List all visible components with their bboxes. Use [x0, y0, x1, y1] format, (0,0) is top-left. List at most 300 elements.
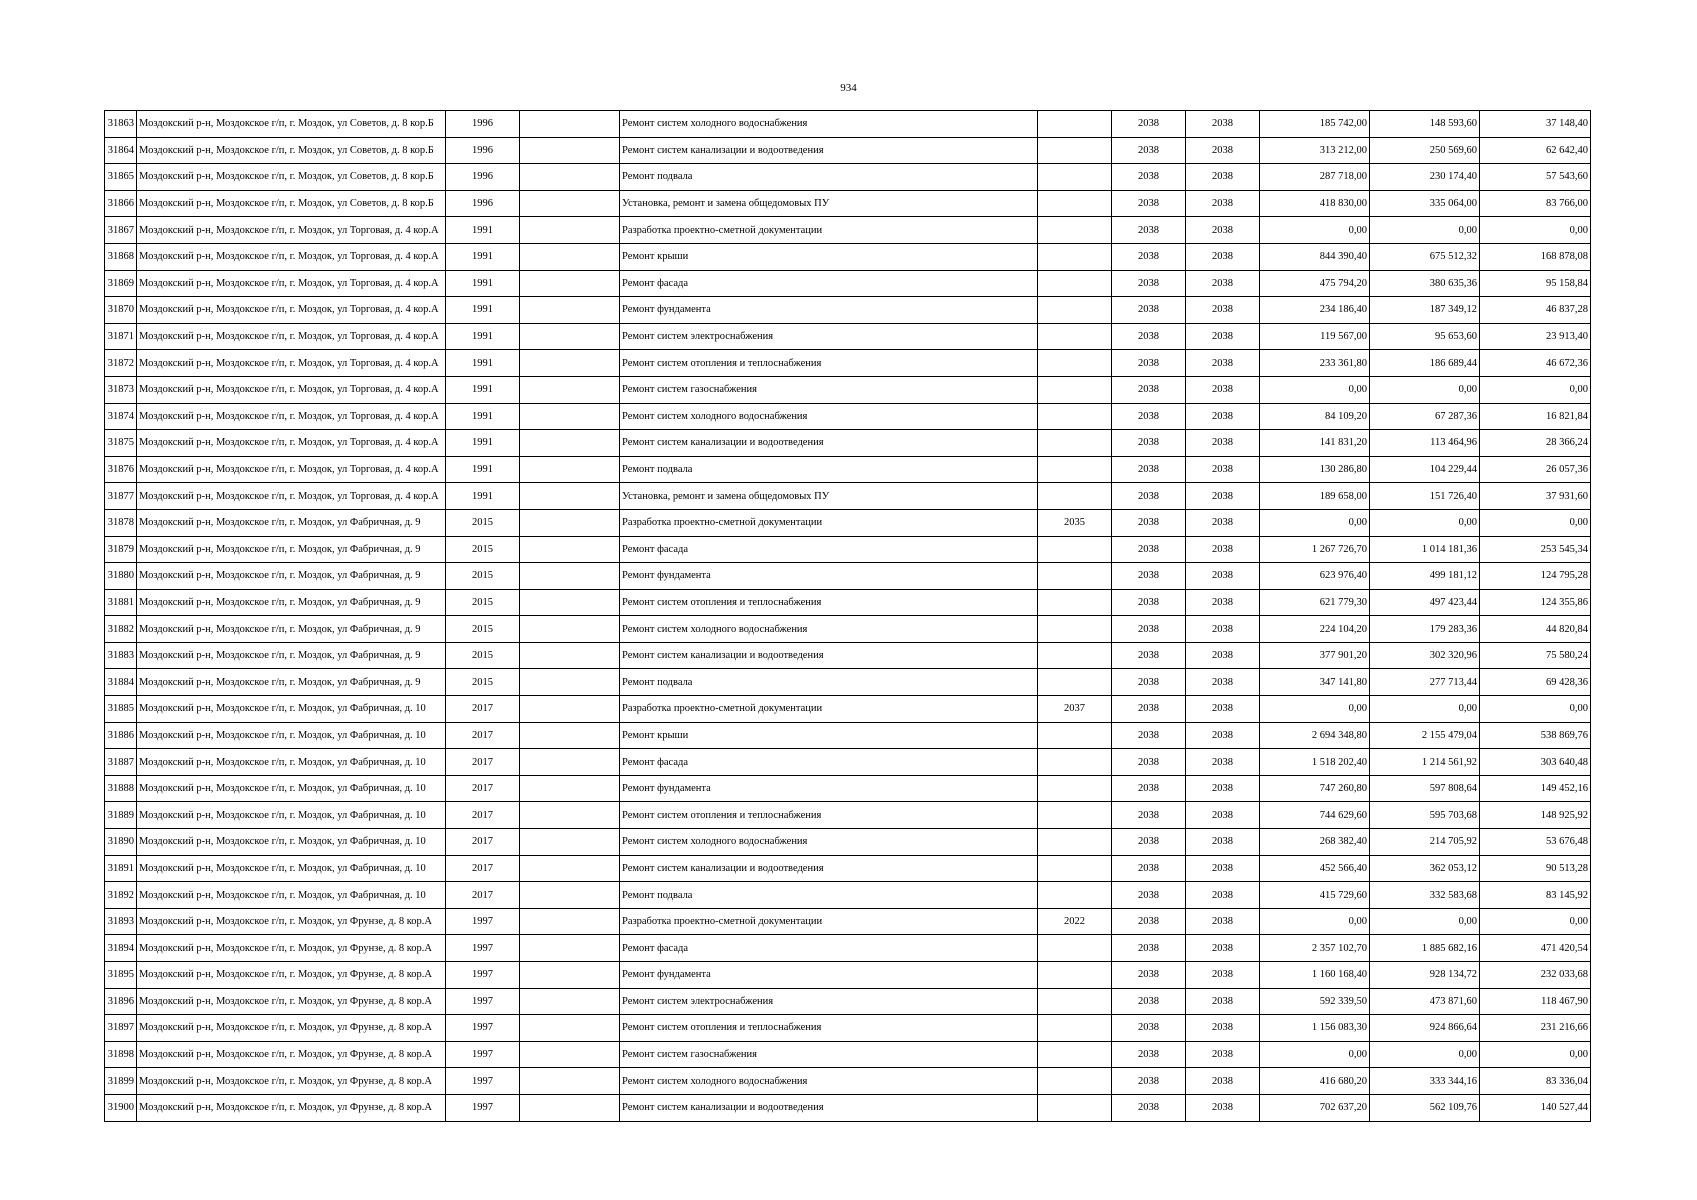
- build-year-cell: 1996: [446, 111, 520, 138]
- work-type-cell: Ремонт систем газоснабжения: [620, 1041, 1038, 1068]
- total-cost-cell: 415 729,60: [1260, 882, 1370, 909]
- owner-share-cell: 0,00: [1480, 1041, 1591, 1068]
- planned-year-cell: [1038, 962, 1112, 989]
- build-year-cell: 1996: [446, 164, 520, 191]
- total-cost-cell: 1 267 726,70: [1260, 536, 1370, 563]
- row-number-cell: 31879: [105, 536, 137, 563]
- build-year-cell: 2015: [446, 669, 520, 696]
- empty-cell: [520, 829, 620, 856]
- fund-share-cell: 1 885 682,16: [1370, 935, 1480, 962]
- planned-year-cell: [1038, 775, 1112, 802]
- build-year-cell: 2015: [446, 616, 520, 643]
- owner-share-cell: 46 837,28: [1480, 297, 1591, 324]
- owner-share-cell: 0,00: [1480, 376, 1591, 403]
- fund-share-cell: 335 064,00: [1370, 190, 1480, 217]
- end-year-cell: 2038: [1186, 350, 1260, 377]
- table-row: [105, 616, 1591, 643]
- address-cell: Моздокский р-н, Моздокское г/п, г. Моздок, ул Фабричная, д. 10: [137, 722, 446, 749]
- total-cost-cell: 2 357 102,70: [1260, 935, 1370, 962]
- work-type-cell: Ремонт фундамента: [620, 775, 1038, 802]
- build-year-cell: 2015: [446, 509, 520, 536]
- planned-year-cell: [1038, 270, 1112, 297]
- start-year-cell: 2038: [1112, 962, 1186, 989]
- start-year-cell: 2038: [1112, 722, 1186, 749]
- end-year-cell: 2038: [1186, 589, 1260, 616]
- empty-cell: [520, 270, 620, 297]
- fund-share-cell: 333 344,16: [1370, 1068, 1480, 1095]
- start-year-cell: 2038: [1112, 1041, 1186, 1068]
- start-year-cell: 2038: [1112, 1094, 1186, 1121]
- work-type-cell: Ремонт систем канализации и водоотведения: [620, 137, 1038, 164]
- planned-year-cell: [1038, 616, 1112, 643]
- planned-year-cell: [1038, 430, 1112, 457]
- planned-year-cell: [1038, 483, 1112, 510]
- row-number-cell: 31887: [105, 749, 137, 776]
- owner-share-cell: 83 336,04: [1480, 1068, 1591, 1095]
- fund-share-cell: 1 014 181,36: [1370, 536, 1480, 563]
- fund-share-cell: 151 726,40: [1370, 483, 1480, 510]
- fund-share-cell: 2 155 479,04: [1370, 722, 1480, 749]
- owner-share-cell: 23 913,40: [1480, 323, 1591, 350]
- table-row: [105, 509, 1591, 536]
- owner-share-cell: 471 420,54: [1480, 935, 1591, 962]
- empty-cell: [520, 988, 620, 1015]
- total-cost-cell: 347 141,80: [1260, 669, 1370, 696]
- work-type-cell: Ремонт фасада: [620, 270, 1038, 297]
- table-row: [105, 483, 1591, 510]
- table-row: [105, 536, 1591, 563]
- empty-cell: [520, 749, 620, 776]
- total-cost-cell: 224 104,20: [1260, 616, 1370, 643]
- work-type-cell: Ремонт подвала: [620, 669, 1038, 696]
- work-type-cell: Установка, ремонт и замена общедомовых ПУ: [620, 190, 1038, 217]
- end-year-cell: 2038: [1186, 802, 1260, 829]
- table-row: [105, 749, 1591, 776]
- fund-share-cell: 0,00: [1370, 217, 1480, 244]
- work-type-cell: Ремонт подвала: [620, 456, 1038, 483]
- planned-year-cell: 2022: [1038, 908, 1112, 935]
- fund-share-cell: 186 689,44: [1370, 350, 1480, 377]
- address-cell: Моздокский р-н, Моздокское г/п, г. Моздок, ул Фрунзе, д. 8 кор.А: [137, 935, 446, 962]
- work-type-cell: Ремонт систем холодного водоснабжения: [620, 111, 1038, 138]
- table-row: [105, 350, 1591, 377]
- owner-share-cell: 46 672,36: [1480, 350, 1591, 377]
- start-year-cell: 2038: [1112, 270, 1186, 297]
- end-year-cell: 2038: [1186, 483, 1260, 510]
- row-number-cell: 31900: [105, 1094, 137, 1121]
- build-year-cell: 2017: [446, 749, 520, 776]
- fund-share-cell: 924 866,64: [1370, 1015, 1480, 1042]
- start-year-cell: 2038: [1112, 642, 1186, 669]
- total-cost-cell: 234 186,40: [1260, 297, 1370, 324]
- start-year-cell: 2038: [1112, 616, 1186, 643]
- address-cell: Моздокский р-н, Моздокское г/п, г. Моздок, ул Фабричная, д. 9: [137, 536, 446, 563]
- address-cell: Моздокский р-н, Моздокское г/п, г. Моздок, ул Советов, д. 8 кор.Б: [137, 111, 446, 138]
- row-number-cell: 31876: [105, 456, 137, 483]
- end-year-cell: 2038: [1186, 935, 1260, 962]
- address-cell: Моздокский р-н, Моздокское г/п, г. Моздок, ул Фрунзе, д. 8 кор.А: [137, 1068, 446, 1095]
- build-year-cell: 2015: [446, 589, 520, 616]
- address-cell: Моздокский р-н, Моздокское г/п, г. Моздок, ул Фрунзе, д. 8 кор.А: [137, 908, 446, 935]
- planned-year-cell: [1038, 456, 1112, 483]
- build-year-cell: 2017: [446, 802, 520, 829]
- work-type-cell: Ремонт систем холодного водоснабжения: [620, 829, 1038, 856]
- start-year-cell: 2038: [1112, 775, 1186, 802]
- table-row: [105, 164, 1591, 191]
- row-number-cell: 31898: [105, 1041, 137, 1068]
- build-year-cell: 1997: [446, 1094, 520, 1121]
- planned-year-cell: [1038, 536, 1112, 563]
- end-year-cell: 2038: [1186, 297, 1260, 324]
- start-year-cell: 2038: [1112, 297, 1186, 324]
- total-cost-cell: 0,00: [1260, 217, 1370, 244]
- planned-year-cell: [1038, 882, 1112, 909]
- start-year-cell: 2038: [1112, 1068, 1186, 1095]
- planned-year-cell: [1038, 323, 1112, 350]
- owner-share-cell: 90 513,28: [1480, 855, 1591, 882]
- planned-year-cell: [1038, 722, 1112, 749]
- build-year-cell: 2017: [446, 855, 520, 882]
- work-type-cell: Разработка проектно-сметной документации: [620, 696, 1038, 723]
- work-type-cell: Ремонт фундамента: [620, 962, 1038, 989]
- end-year-cell: 2038: [1186, 430, 1260, 457]
- row-number-cell: 31872: [105, 350, 137, 377]
- address-cell: Моздокский р-н, Моздокское г/п, г. Моздок, ул Торговая, д. 4 кор.А: [137, 297, 446, 324]
- address-cell: Моздокский р-н, Моздокское г/п, г. Моздок, ул Фрунзе, д. 8 кор.А: [137, 962, 446, 989]
- total-cost-cell: 418 830,00: [1260, 190, 1370, 217]
- planned-year-cell: [1038, 749, 1112, 776]
- fund-share-cell: 675 512,32: [1370, 243, 1480, 270]
- fund-share-cell: 230 174,40: [1370, 164, 1480, 191]
- fund-share-cell: 302 320,96: [1370, 642, 1480, 669]
- table-body: [105, 111, 1591, 1122]
- row-number-cell: 31894: [105, 935, 137, 962]
- fund-share-cell: 0,00: [1370, 509, 1480, 536]
- address-cell: Моздокский р-н, Моздокское г/п, г. Моздок, ул Фабричная, д. 10: [137, 855, 446, 882]
- address-cell: Моздокский р-н, Моздокское г/п, г. Моздок, ул Торговая, д. 4 кор.А: [137, 430, 446, 457]
- address-cell: Моздокский р-н, Моздокское г/п, г. Моздок, ул Фабричная, д. 9: [137, 669, 446, 696]
- total-cost-cell: 268 382,40: [1260, 829, 1370, 856]
- table-row: [105, 696, 1591, 723]
- owner-share-cell: 231 216,66: [1480, 1015, 1591, 1042]
- build-year-cell: 1991: [446, 403, 520, 430]
- row-number-cell: 31888: [105, 775, 137, 802]
- table-row: [105, 775, 1591, 802]
- work-type-cell: Ремонт систем газоснабжения: [620, 376, 1038, 403]
- empty-cell: [520, 962, 620, 989]
- total-cost-cell: 744 629,60: [1260, 802, 1370, 829]
- planned-year-cell: [1038, 1015, 1112, 1042]
- work-type-cell: Ремонт систем холодного водоснабжения: [620, 1068, 1038, 1095]
- table-row: [105, 137, 1591, 164]
- owner-share-cell: 124 355,86: [1480, 589, 1591, 616]
- planned-year-cell: [1038, 243, 1112, 270]
- empty-cell: [520, 483, 620, 510]
- total-cost-cell: 702 637,20: [1260, 1094, 1370, 1121]
- end-year-cell: 2038: [1186, 1041, 1260, 1068]
- end-year-cell: 2038: [1186, 270, 1260, 297]
- work-type-cell: Ремонт систем канализации и водоотведения: [620, 642, 1038, 669]
- owner-share-cell: 124 795,28: [1480, 563, 1591, 590]
- row-number-cell: 31885: [105, 696, 137, 723]
- owner-share-cell: 16 821,84: [1480, 403, 1591, 430]
- address-cell: Моздокский р-н, Моздокское г/п, г. Моздок, ул Фрунзе, д. 8 кор.А: [137, 1041, 446, 1068]
- fund-share-cell: 0,00: [1370, 908, 1480, 935]
- end-year-cell: 2038: [1186, 1015, 1260, 1042]
- start-year-cell: 2038: [1112, 1015, 1186, 1042]
- table-row: [105, 669, 1591, 696]
- empty-cell: [520, 908, 620, 935]
- empty-cell: [520, 935, 620, 962]
- build-year-cell: 2017: [446, 722, 520, 749]
- total-cost-cell: 416 680,20: [1260, 1068, 1370, 1095]
- work-type-cell: Ремонт фундамента: [620, 563, 1038, 590]
- end-year-cell: 2038: [1186, 722, 1260, 749]
- start-year-cell: 2038: [1112, 563, 1186, 590]
- row-number-cell: 31863: [105, 111, 137, 138]
- table-row: [105, 1094, 1591, 1121]
- start-year-cell: 2038: [1112, 164, 1186, 191]
- empty-cell: [520, 563, 620, 590]
- total-cost-cell: 189 658,00: [1260, 483, 1370, 510]
- planned-year-cell: [1038, 217, 1112, 244]
- table-row: [105, 855, 1591, 882]
- fund-share-cell: 0,00: [1370, 1041, 1480, 1068]
- address-cell: Моздокский р-н, Моздокское г/п, г. Моздок, ул Фабричная, д. 10: [137, 829, 446, 856]
- row-number-cell: 31891: [105, 855, 137, 882]
- fund-share-cell: 332 583,68: [1370, 882, 1480, 909]
- total-cost-cell: 844 390,40: [1260, 243, 1370, 270]
- row-number-cell: 31893: [105, 908, 137, 935]
- planned-year-cell: [1038, 1094, 1112, 1121]
- end-year-cell: 2038: [1186, 775, 1260, 802]
- total-cost-cell: 185 742,00: [1260, 111, 1370, 138]
- total-cost-cell: 1 156 083,30: [1260, 1015, 1370, 1042]
- start-year-cell: 2038: [1112, 217, 1186, 244]
- total-cost-cell: 592 339,50: [1260, 988, 1370, 1015]
- fund-share-cell: 148 593,60: [1370, 111, 1480, 138]
- empty-cell: [520, 882, 620, 909]
- end-year-cell: 2038: [1186, 217, 1260, 244]
- work-type-cell: Ремонт фундамента: [620, 297, 1038, 324]
- empty-cell: [520, 243, 620, 270]
- total-cost-cell: 287 718,00: [1260, 164, 1370, 191]
- table-row: [105, 882, 1591, 909]
- empty-cell: [520, 323, 620, 350]
- empty-cell: [520, 403, 620, 430]
- build-year-cell: 1997: [446, 962, 520, 989]
- address-cell: Моздокский р-н, Моздокское г/п, г. Моздок, ул Фабричная, д. 9: [137, 589, 446, 616]
- address-cell: Моздокский р-н, Моздокское г/п, г. Моздок, ул Торговая, д. 4 кор.А: [137, 243, 446, 270]
- fund-share-cell: 0,00: [1370, 696, 1480, 723]
- planned-year-cell: [1038, 935, 1112, 962]
- table-row: [105, 403, 1591, 430]
- build-year-cell: 2015: [446, 563, 520, 590]
- fund-share-cell: 473 871,60: [1370, 988, 1480, 1015]
- owner-share-cell: 0,00: [1480, 908, 1591, 935]
- table-row: [105, 1068, 1591, 1095]
- end-year-cell: 2038: [1186, 403, 1260, 430]
- owner-share-cell: 26 057,36: [1480, 456, 1591, 483]
- build-year-cell: 1991: [446, 456, 520, 483]
- planned-year-cell: [1038, 350, 1112, 377]
- start-year-cell: 2038: [1112, 376, 1186, 403]
- owner-share-cell: 538 869,76: [1480, 722, 1591, 749]
- row-number-cell: 31895: [105, 962, 137, 989]
- work-type-cell: Ремонт систем электроснабжения: [620, 988, 1038, 1015]
- address-cell: Моздокский р-н, Моздокское г/п, г. Моздок, ул Фрунзе, д. 8 кор.А: [137, 988, 446, 1015]
- build-year-cell: 2015: [446, 536, 520, 563]
- build-year-cell: 1991: [446, 297, 520, 324]
- start-year-cell: 2038: [1112, 829, 1186, 856]
- row-number-cell: 31869: [105, 270, 137, 297]
- table-row: [105, 270, 1591, 297]
- end-year-cell: 2038: [1186, 137, 1260, 164]
- work-type-cell: Разработка проектно-сметной документации: [620, 217, 1038, 244]
- end-year-cell: 2038: [1186, 882, 1260, 909]
- empty-cell: [520, 642, 620, 669]
- start-year-cell: 2038: [1112, 456, 1186, 483]
- address-cell: Моздокский р-н, Моздокское г/п, г. Моздок, ул Торговая, д. 4 кор.А: [137, 270, 446, 297]
- start-year-cell: 2038: [1112, 483, 1186, 510]
- fund-share-cell: 113 464,96: [1370, 430, 1480, 457]
- table-row: [105, 829, 1591, 856]
- owner-share-cell: 28 366,24: [1480, 430, 1591, 457]
- address-cell: Моздокский р-н, Моздокское г/п, г. Моздок, ул Фрунзе, д. 8 кор.А: [137, 1094, 446, 1121]
- start-year-cell: 2038: [1112, 323, 1186, 350]
- end-year-cell: 2038: [1186, 988, 1260, 1015]
- empty-cell: [520, 855, 620, 882]
- empty-cell: [520, 456, 620, 483]
- address-cell: Моздокский р-н, Моздокское г/п, г. Моздок, ул Торговая, д. 4 кор.А: [137, 403, 446, 430]
- row-number-cell: 31896: [105, 988, 137, 1015]
- end-year-cell: 2038: [1186, 509, 1260, 536]
- end-year-cell: 2038: [1186, 456, 1260, 483]
- planned-year-cell: [1038, 1068, 1112, 1095]
- start-year-cell: 2038: [1112, 403, 1186, 430]
- address-cell: Моздокский р-н, Моздокское г/п, г. Моздок, ул Советов, д. 8 кор.Б: [137, 190, 446, 217]
- address-cell: Моздокский р-н, Моздокское г/п, г. Моздок, ул Фабричная, д. 10: [137, 882, 446, 909]
- repair-schedule-table: [104, 110, 1591, 1122]
- table-row: [105, 243, 1591, 270]
- work-type-cell: Ремонт фасада: [620, 536, 1038, 563]
- table-row: [105, 430, 1591, 457]
- empty-cell: [520, 1015, 620, 1042]
- total-cost-cell: 475 794,20: [1260, 270, 1370, 297]
- fund-share-cell: 95 653,60: [1370, 323, 1480, 350]
- owner-share-cell: 69 428,36: [1480, 669, 1591, 696]
- work-type-cell: Ремонт систем канализации и водоотведения: [620, 855, 1038, 882]
- planned-year-cell: [1038, 669, 1112, 696]
- end-year-cell: 2038: [1186, 190, 1260, 217]
- empty-cell: [520, 722, 620, 749]
- build-year-cell: 1991: [446, 270, 520, 297]
- fund-share-cell: 562 109,76: [1370, 1094, 1480, 1121]
- table-row: [105, 456, 1591, 483]
- start-year-cell: 2038: [1112, 190, 1186, 217]
- empty-cell: [520, 430, 620, 457]
- total-cost-cell: 1 518 202,40: [1260, 749, 1370, 776]
- fund-share-cell: 104 229,44: [1370, 456, 1480, 483]
- fund-share-cell: 67 287,36: [1370, 403, 1480, 430]
- build-year-cell: 1991: [446, 323, 520, 350]
- work-type-cell: Ремонт систем холодного водоснабжения: [620, 403, 1038, 430]
- row-number-cell: 31866: [105, 190, 137, 217]
- table-row: [105, 297, 1591, 324]
- row-number-cell: 31864: [105, 137, 137, 164]
- row-number-cell: 31868: [105, 243, 137, 270]
- work-type-cell: Ремонт систем холодного водоснабжения: [620, 616, 1038, 643]
- empty-cell: [520, 802, 620, 829]
- planned-year-cell: [1038, 642, 1112, 669]
- total-cost-cell: 119 567,00: [1260, 323, 1370, 350]
- planned-year-cell: [1038, 855, 1112, 882]
- owner-share-cell: 75 580,24: [1480, 642, 1591, 669]
- address-cell: Моздокский р-н, Моздокское г/п, г. Моздок, ул Фабричная, д. 9: [137, 563, 446, 590]
- empty-cell: [520, 616, 620, 643]
- address-cell: Моздокский р-н, Моздокское г/п, г. Моздок, ул Фрунзе, д. 8 кор.А: [137, 1015, 446, 1042]
- build-year-cell: 2017: [446, 829, 520, 856]
- end-year-cell: 2038: [1186, 749, 1260, 776]
- total-cost-cell: 233 361,80: [1260, 350, 1370, 377]
- work-type-cell: Ремонт систем электроснабжения: [620, 323, 1038, 350]
- end-year-cell: 2038: [1186, 376, 1260, 403]
- planned-year-cell: 2037: [1038, 696, 1112, 723]
- address-cell: Моздокский р-н, Моздокское г/п, г. Моздок, ул Торговая, д. 4 кор.А: [137, 483, 446, 510]
- table-row: [105, 323, 1591, 350]
- row-number-cell: 31890: [105, 829, 137, 856]
- start-year-cell: 2038: [1112, 935, 1186, 962]
- row-number-cell: 31881: [105, 589, 137, 616]
- total-cost-cell: 0,00: [1260, 376, 1370, 403]
- build-year-cell: 1997: [446, 935, 520, 962]
- total-cost-cell: 141 831,20: [1260, 430, 1370, 457]
- table-row: [105, 376, 1591, 403]
- planned-year-cell: 2035: [1038, 509, 1112, 536]
- end-year-cell: 2038: [1186, 696, 1260, 723]
- owner-share-cell: 303 640,48: [1480, 749, 1591, 776]
- fund-share-cell: 250 569,60: [1370, 137, 1480, 164]
- owner-share-cell: 148 925,92: [1480, 802, 1591, 829]
- address-cell: Моздокский р-н, Моздокское г/п, г. Моздок, ул Торговая, д. 4 кор.А: [137, 350, 446, 377]
- address-cell: Моздокский р-н, Моздокское г/п, г. Моздок, ул Фабричная, д. 10: [137, 802, 446, 829]
- table-row: [105, 988, 1591, 1015]
- work-type-cell: Ремонт крыши: [620, 722, 1038, 749]
- start-year-cell: 2038: [1112, 243, 1186, 270]
- planned-year-cell: [1038, 190, 1112, 217]
- owner-share-cell: 83 766,00: [1480, 190, 1591, 217]
- build-year-cell: 2017: [446, 882, 520, 909]
- empty-cell: [520, 111, 620, 138]
- build-year-cell: 1991: [446, 430, 520, 457]
- empty-cell: [520, 1068, 620, 1095]
- fund-share-cell: 928 134,72: [1370, 962, 1480, 989]
- planned-year-cell: [1038, 802, 1112, 829]
- row-number-cell: 31880: [105, 563, 137, 590]
- empty-cell: [520, 696, 620, 723]
- owner-share-cell: 118 467,90: [1480, 988, 1591, 1015]
- planned-year-cell: [1038, 137, 1112, 164]
- build-year-cell: 1991: [446, 243, 520, 270]
- build-year-cell: 1991: [446, 483, 520, 510]
- fund-share-cell: 380 635,36: [1370, 270, 1480, 297]
- address-cell: Моздокский р-н, Моздокское г/п, г. Моздок, ул Фабричная, д. 10: [137, 749, 446, 776]
- owner-share-cell: 83 145,92: [1480, 882, 1591, 909]
- empty-cell: [520, 1094, 620, 1121]
- end-year-cell: 2038: [1186, 669, 1260, 696]
- empty-cell: [520, 137, 620, 164]
- fund-share-cell: 499 181,12: [1370, 563, 1480, 590]
